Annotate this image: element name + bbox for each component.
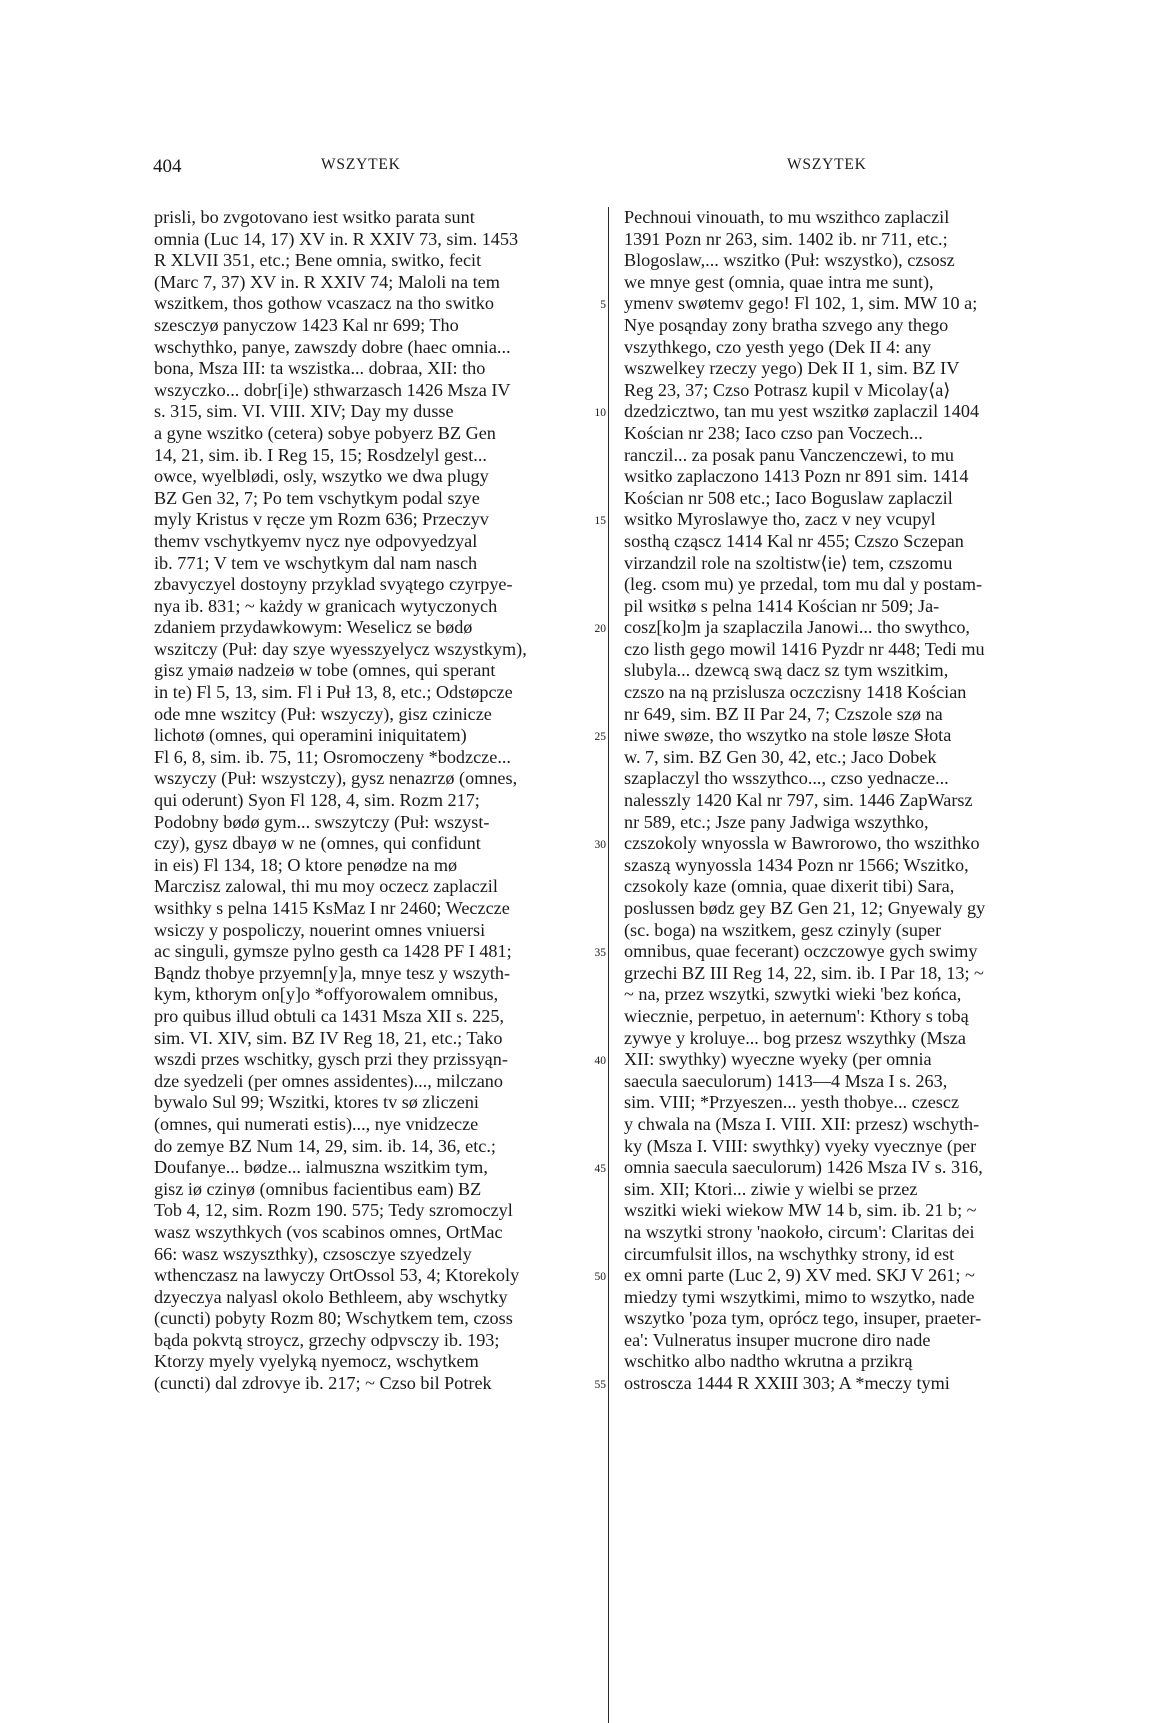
- text-line: wiecznie, perpetuo, in aeternum': Kthory s tobą: [624, 1005, 969, 1026]
- text-line: dzedzicztwo, tan mu yest wszitkø zaplaczil 1404: [624, 401, 980, 422]
- running-head-right: WSZYTEK: [787, 156, 867, 173]
- text-line: owce, wyelblødi, osly, wszytko we dwa plugy: [154, 466, 489, 487]
- text-line: sim. XII; Ktori... ziwie y wielbi se przez: [624, 1178, 918, 1199]
- text-line: cosz[ko]m ja szaplaczila Janowi... tho swythco,: [624, 617, 970, 638]
- text-line: niwe swøze, tho wszytko na stole løsze Słota: [624, 725, 952, 746]
- text-line: (cuncti) pobyty Rozm 80; Wschytkem tem, czoss: [154, 1308, 513, 1329]
- text-line: sim. VIII; *Przyeszen... yesth thobye... czescz: [624, 1092, 960, 1113]
- text-line: Reg 23, 37; Czso Potrasz kupil v Micolay⟨a⟩: [624, 379, 951, 400]
- line-number: 40: [594, 1055, 606, 1068]
- text-line: XII: swythky) wyeczne wyeky (per omnia: [624, 1049, 932, 1070]
- text-line: Pechnoui vinouath, to mu wszithco zaplaczil: [624, 207, 950, 227]
- page-header: [0, 156, 1152, 180]
- text-line: circumfulsit illos, na wschythky strony, id est: [624, 1243, 955, 1264]
- line-number: 50: [594, 1271, 606, 1284]
- text-line: grzechi BZ III Reg 14, 22, sim. ib. I Par 18, 13; ~: [624, 962, 984, 983]
- line-number: 15: [594, 515, 606, 528]
- text-line: ea': Vulneratus insuper mucrone diro nade: [624, 1329, 931, 1350]
- text-line: (cuncti) dal zdrovye ib. 217; ~ Czso bil Potrek: [154, 1373, 492, 1394]
- text-line: wschitko albo nadtho wkrutna a przikrą: [624, 1351, 913, 1372]
- text-line: wsiczy y pospoliczy, nouerint omnes vniuersi: [154, 919, 486, 940]
- text-line: nalesszly 1420 Kal nr 797, sim. 1446 ZapWarsz: [624, 790, 973, 811]
- text-line: Kościan nr 508 etc.; Iaco Boguslaw zaplaczil: [624, 487, 953, 508]
- text-line: Ktorzy myely vyelyką nyemocz, wschytkem: [154, 1351, 479, 1372]
- text-line: ranczil... za posak panu Vanczenczewi, to mu: [624, 444, 954, 465]
- line-number: 30: [594, 839, 606, 852]
- text-line: (sc. boga) na wszitkem, gesz czinyly (super: [624, 919, 942, 940]
- text-line: wthenczasz na lawyczy OrtOssol 53, 4; Ktorekoly: [154, 1265, 520, 1286]
- text-line: saecula saeculorum) 1413—4 Msza I s. 263,: [624, 1070, 948, 1091]
- text-line: (leg. csom mu) ye przedal, tom mu dal y postam-: [624, 574, 983, 595]
- text-line: wasz wszythkych (vos scabinos omnes, OrtMac: [154, 1221, 503, 1242]
- text-line: do zemye BZ Num 14, 29, sim. ib. 14, 36, etc.;: [154, 1135, 496, 1156]
- text-line: wszitki wieki wiekow MW 14 b, sim. ib. 21 b; ~: [624, 1200, 977, 1221]
- text-line: vszythkego, czo yesth yego (Dek II 4: any: [624, 336, 932, 357]
- text-line: wszytko 'poza tym, oprócz tego, insuper, praeter-: [624, 1308, 982, 1329]
- text-line: ymenv swøtemv gego! Fl 102, 1, sim. MW 10 a;: [624, 293, 978, 314]
- text-line: y chwala na (Msza I. VIII. XII: przesz) wschyth-: [624, 1113, 980, 1134]
- text-line: ib. 771; V tem ve wschytkym dal nam nasch: [154, 552, 478, 573]
- text-line: bąda pokvtą stroycz, grzechy odpvsczy ib. 193;: [154, 1329, 500, 1350]
- text-line: (Marc 7, 37) XV in. R XXIV 74; Maloli na tem: [154, 271, 500, 292]
- text-line: 66: wasz wszyszthky), czsosczye szyedzely: [154, 1243, 472, 1264]
- text-line: czszo na ną przislusza oczczisny 1418 Kościan: [624, 682, 967, 703]
- text-line: virzandzil role na szoltistw⟨ie⟩ tem, czszomu: [624, 552, 953, 573]
- text-line: in te) Fl 5, 13, sim. Fl i Puł 13, 8, etc.; Odstøpcze: [154, 682, 513, 703]
- text-line: Doufanye... bødze... ialmuszna wszitkim tym,: [154, 1157, 488, 1178]
- text-line: wsithky s pelna 1415 KsMaz I nr 2460; Weczcze: [154, 898, 510, 918]
- text-line: omnibus, quae fecerant) oczczowye gych swimy: [624, 941, 978, 962]
- text-line: ac singuli, gymsze pylno gesth ca 1428 PF I 481;: [154, 941, 512, 962]
- text-line: szaszą wynyossla 1434 Pozn nr 1566; Wszitko,: [624, 854, 969, 875]
- line-number: 55: [594, 1379, 606, 1392]
- text-line: Fl 6, 8, sim. ib. 75, 11; Osromoczeny *bodzcze...: [154, 746, 511, 767]
- text-line: lichotø (omnes, qui operamini iniquitatem): [154, 725, 467, 746]
- line-number: 10: [594, 407, 606, 420]
- text-line: nr 649, sim. BZ II Par 24, 7; Czszole szø na: [624, 703, 943, 724]
- running-head-left: WSZYTEK: [321, 156, 401, 173]
- text-line: Blogoslaw,... wszitko (Puł: wszystko), czsosz: [624, 250, 955, 271]
- text-line: wszyczko... dobr[i]e) sthwarzasch 1426 Msza IV: [154, 379, 511, 400]
- text-line: s. 315, sim. VI. VIII. XIV; Day my dusse: [154, 401, 454, 422]
- line-number: 45: [594, 1163, 606, 1176]
- text-line: 14, 21, sim. ib. I Reg 15, 15; Rosdzelyl gest...: [154, 444, 487, 465]
- page-number: 404: [153, 156, 182, 177]
- left-text-column: [154, 207, 578, 1395]
- text-line: wszdi przes wschitky, gysch przi they przissyąn-: [154, 1049, 508, 1070]
- text-line: a gyne wszitko (cetera) sobye pobyerz BZ Gen: [154, 422, 496, 443]
- text-line: sim. VI. XIV, sim. BZ IV Reg 18, 21, etc.; Tako: [154, 1027, 503, 1048]
- text-line: kym, kthorym on[y]o *offyorowalem omnibus,: [154, 984, 499, 1005]
- line-number: 20: [594, 623, 606, 636]
- text-line: pro quibus illud obtuli ca 1431 Msza XII s. 225,: [154, 1005, 505, 1026]
- text-line: szesczyø panyczow 1423 Kal nr 699; Tho: [154, 314, 459, 335]
- text-line: gisz iø czinyø (omnibus facientibus eam) BZ: [154, 1178, 482, 1199]
- text-line: we mnye gest (omnia, quae intra me sunt),: [624, 271, 934, 292]
- text-line: zdaniem przydawkowym: Weselicz se bødø: [154, 617, 473, 638]
- text-line: R XLVII 351, etc.; Bene omnia, switko, fecit: [154, 250, 482, 271]
- text-line: wsitko zaplaczono 1413 Pozn nr 891 sim. 1414: [624, 466, 969, 487]
- text-line: ky (Msza I. VIII: swythky) vyeky vyecznye (per: [624, 1135, 977, 1156]
- text-line: wszitkem, thos gothow vcaszacz na tho switko: [154, 293, 494, 314]
- text-line: wszyczy (Puł: wszystczy), gysz nenazrzø (omnes,: [154, 768, 518, 789]
- text-line: czsokoly kaze (omnia, quae dixerit tibi) Sara,: [624, 876, 955, 897]
- text-line: qui oderunt) Syon Fl 128, 4, sim. Rozm 217;: [154, 790, 480, 811]
- text-line: w. 7, sim. BZ Gen 30, 42, etc.; Jaco Dobek: [624, 746, 937, 767]
- column-divider-rule: [608, 207, 609, 1723]
- text-line: na wszytki strony 'naokoło, circum': Claritas dei: [624, 1221, 975, 1242]
- text-line: Marczisz zalowal, thi mu moy oczecz zaplaczil: [154, 876, 498, 897]
- text-line: prisli, bo zvgotovano iest wsitko parata sunt: [154, 207, 475, 227]
- text-line: dze syedzeli (per omnes assidentes)..., milczano: [154, 1070, 503, 1091]
- text-line: in eis) Fl 134, 18; O ktore penødze na mø: [154, 854, 458, 875]
- text-line: ~ na, przez wszytki, szwytki wieki 'bez końca,: [624, 984, 962, 1005]
- text-line: wszwelkey rzeczy yego) Dek II 1, sim. BZ IV: [624, 358, 960, 379]
- text-line: 1391 Pozn nr 263, sim. 1402 ib. nr 711, etc.;: [624, 228, 948, 249]
- line-number: 35: [594, 947, 606, 960]
- text-line: myly Kristus v ręcze ym Rozm 636; Przeczyv: [154, 509, 489, 530]
- text-line: wsitko Myroslawye tho, zacz v ney vcupyl: [624, 509, 936, 530]
- text-line: pil wsitkø s pelna 1414 Kościan nr 509; Ja-: [624, 595, 940, 616]
- text-line: czy), gysz dbayø w ne (omnes, qui confidunt: [154, 833, 481, 854]
- text-line: slubyla... dzewcą swą dacz sz tym wszitkim,: [624, 660, 949, 681]
- text-line: zywye y kroluye... bog przesz wszythky (Msza: [624, 1027, 966, 1048]
- text-line: zbavyczyel dostoyny przyklad svyątego czyrpye-: [154, 574, 513, 595]
- text-line: (omnes, qui numerati estis)..., nye vnidzecze: [154, 1113, 479, 1134]
- text-line: Kościan nr 238; Iaco czso pan Voczech...: [624, 422, 923, 443]
- text-line: bywalo Sul 99; Wszitki, ktores tv sø zliczeni: [154, 1092, 479, 1113]
- text-line: gisz ymaiø nadzeiø w tobe (omnes, qui sperant: [154, 660, 496, 681]
- line-number: 25: [594, 731, 606, 744]
- text-line: ex omni parte (Luc 2, 9) XV med. SKJ V 261; ~: [624, 1265, 975, 1286]
- text-line: BZ Gen 32, 7; Po tem vschytkym podal szye: [154, 487, 480, 508]
- line-number: 5: [600, 299, 606, 312]
- text-line: wschythko, panye, zawszdy dobre (haec omnia...: [154, 336, 511, 357]
- right-text-column: [624, 207, 1048, 1395]
- text-line: Bąndz thobye przyemn[y]a, mnye tesz y wszyth-: [154, 962, 511, 983]
- text-line: omnia (Luc 14, 17) XV in. R XXIV 73, sim. 1453: [154, 228, 519, 249]
- text-line: bona, Msza III: ta wszistka... dobraa, XII: tho: [154, 358, 486, 379]
- text-line: poslussen bødz gey BZ Gen 21, 12; Gnyewaly gy: [624, 898, 986, 918]
- text-line: Tob 4, 12, sim. Rozm 190. 575; Tedy szromoczyl: [154, 1200, 513, 1221]
- text-line: ode mne wszitcy (Puł: wszyczy), gisz czinicze: [154, 703, 492, 724]
- text-line: omnia saecula saeculorum) 1426 Msza IV s. 316,: [624, 1157, 983, 1178]
- text-line: dzyeczya nalyasl okolo Bethleem, aby wschytky: [154, 1286, 508, 1307]
- text-line: czszokoly wnyossla w Bawrorowo, tho wszithko: [624, 833, 980, 854]
- text-line: nr 589, etc.; Jsze pany Jadwiga wszythko,: [624, 811, 929, 832]
- text-line: nya ib. 831; ~ każdy w granicach wytyczonych: [154, 595, 498, 616]
- text-line: sosthą cząscz 1414 Kal nr 455; Czszo Sczepan: [624, 530, 964, 551]
- text-line: ostroscza 1444 R XXIII 303; A *meczy tymi: [624, 1373, 950, 1394]
- text-line: czo listh gego mowil 1416 Pyzdr nr 448; Tedi mu: [624, 638, 985, 659]
- text-line: wszitczy (Puł: day szye wyesszyelycz wszystkym),: [154, 638, 527, 659]
- text-line: Podobny bødø gym... swszytczy (Puł: wszyst-: [154, 811, 490, 832]
- text-line: themv vschytkyemv nycz nye odpovyedzyal: [154, 530, 478, 551]
- text-line: szaplaczyl tho wsszythco..., czso yednacze...: [624, 768, 949, 789]
- text-line: Nye posąnday zony bratha szvego any thego: [624, 314, 949, 335]
- text-line: miedzy tymi wszytkimi, mimo to wszytko, nade: [624, 1286, 975, 1307]
